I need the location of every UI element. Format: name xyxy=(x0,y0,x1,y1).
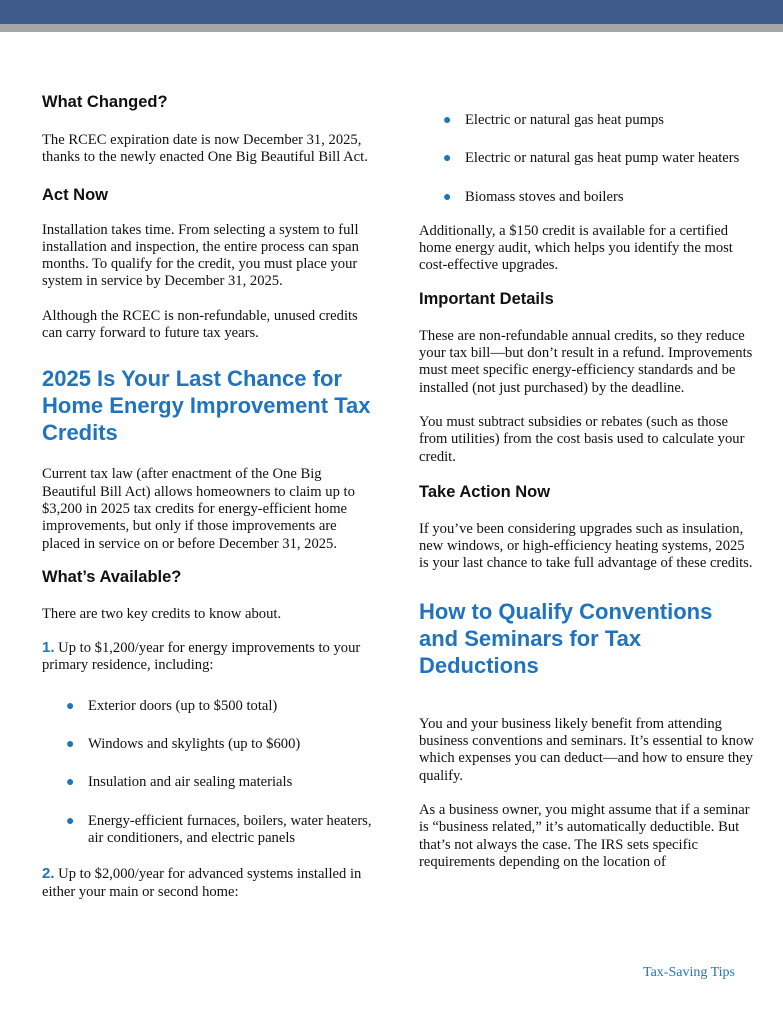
article-title-energy-credits: 2025 Is Your Last Chance for Home Energy Improvement Tax Credits xyxy=(42,366,371,446)
header-rule xyxy=(0,24,783,32)
paragraph-act-now-1: Installation takes time. From selecting a system to full installation and inspection, the entire process can span months. To qualify for the credit, you must place your system in service by December 31, 2025. xyxy=(42,221,359,290)
paragraph-what-changed: The RCEC expiration date is now December 31, 2025, thanks to the newly enacted One Big Beautiful Bill Act. xyxy=(42,132,368,166)
paragraph-conventions-2: As a business owner, you might assume that if a seminar is “business related,” it’s automatically deductible. But that’s not always the case. The IRS sets specific requirements depending on the location of xyxy=(419,801,750,870)
paragraph-energy-audit: Additionally, a $150 credit is available for a certified home energy audit, which helps you identify the most cost-effective upgrades. xyxy=(419,222,733,274)
paragraph-two-credits: There are two key credits to know about. xyxy=(42,605,282,622)
credit-2-number: 2. xyxy=(42,865,55,883)
paragraph-credit-1 xyxy=(42,639,372,675)
list-item: ● Insulation and air sealing materials xyxy=(66,774,293,791)
paragraph-details-1: These are non-refundable annual credits, so they reduce your tax bill—but don’t result in a refund. Improvements must meet specific energy-efficiency standards and be installed (not just purchased) by the deadline. xyxy=(419,327,753,396)
list-item: ● Electric or natural gas heat pump water heaters xyxy=(443,150,740,167)
list-item: ● Biomass stoves and boilers xyxy=(443,188,624,205)
header-bar xyxy=(0,0,783,24)
footer-label: Tax-Saving Tips xyxy=(643,965,735,980)
bullet-icon: ● xyxy=(66,813,75,829)
paragraph-intro: Current tax law (after enactment of the One Big Beautiful Bill Act) allows homeowners to claim up to $3,200 in 2025 tax credits for energy-efficient home improvements, but only if those improvements are placed in service on or before December 31, 2025. xyxy=(42,466,355,552)
bullet-icon: ● xyxy=(443,189,452,205)
heading-important-details: Important Details xyxy=(419,289,554,308)
paragraph-act-now-2: Although the RCEC is non-refundable, unused credits can carry forward to future tax years. xyxy=(42,307,358,342)
list-item: ● Exterior doors (up to $500 total) xyxy=(66,697,278,714)
heading-act-now: Act Now xyxy=(42,185,108,204)
left-column xyxy=(42,90,372,901)
list-item: ● Electric or natural gas heat pumps xyxy=(443,112,664,128)
right-column xyxy=(419,112,754,871)
bullet-icon: ● xyxy=(443,151,452,167)
credit-1-text: Up to $1,200/year for energy improvements to your primary residence, including: xyxy=(42,640,361,674)
heading-whats-available: What’s Available? xyxy=(42,567,182,586)
list-item: ● Energy-efficient furnaces, boilers, water heaters, air conditioners, and electric panels xyxy=(66,812,372,846)
bullet-icon: ● xyxy=(443,113,452,128)
credit-2-text: Up to $2,000/year for advanced systems installed in either your main or second home: xyxy=(42,866,362,900)
bullet-icon: ● xyxy=(66,775,75,791)
paragraph-take-action: If you’ve been considering upgrades such as insulation, new windows, or high-efficiency heating systems, 2025 is your last chance to take full advantage of these credits. xyxy=(419,520,753,572)
bullet-icon: ● xyxy=(66,698,75,714)
credit-1-list xyxy=(42,698,372,847)
credit-2-list xyxy=(419,112,754,206)
credit-1-number: 1. xyxy=(42,639,55,657)
heading-what-changed: What Changed? xyxy=(42,93,168,111)
heading-take-action: Take Action Now xyxy=(419,482,551,501)
list-item: ● Windows and skylights (up to $600) xyxy=(66,736,301,753)
bullet-icon: ● xyxy=(66,737,75,753)
paragraph-credit-2 xyxy=(42,865,372,901)
paragraph-conventions-1: You and your business likely benefit from attending business conventions and seminars. It’s essential to know which expenses you can deduct—and how to ensure they qualify. xyxy=(419,715,754,784)
paragraph-details-2: You must subtract subsidies or rebates (such as those from utilities) from the cost basis used to calculate your credit. xyxy=(419,413,745,465)
article-title-conventions: How to Qualify Conventions and Seminars for Tax Deductions xyxy=(419,598,713,678)
